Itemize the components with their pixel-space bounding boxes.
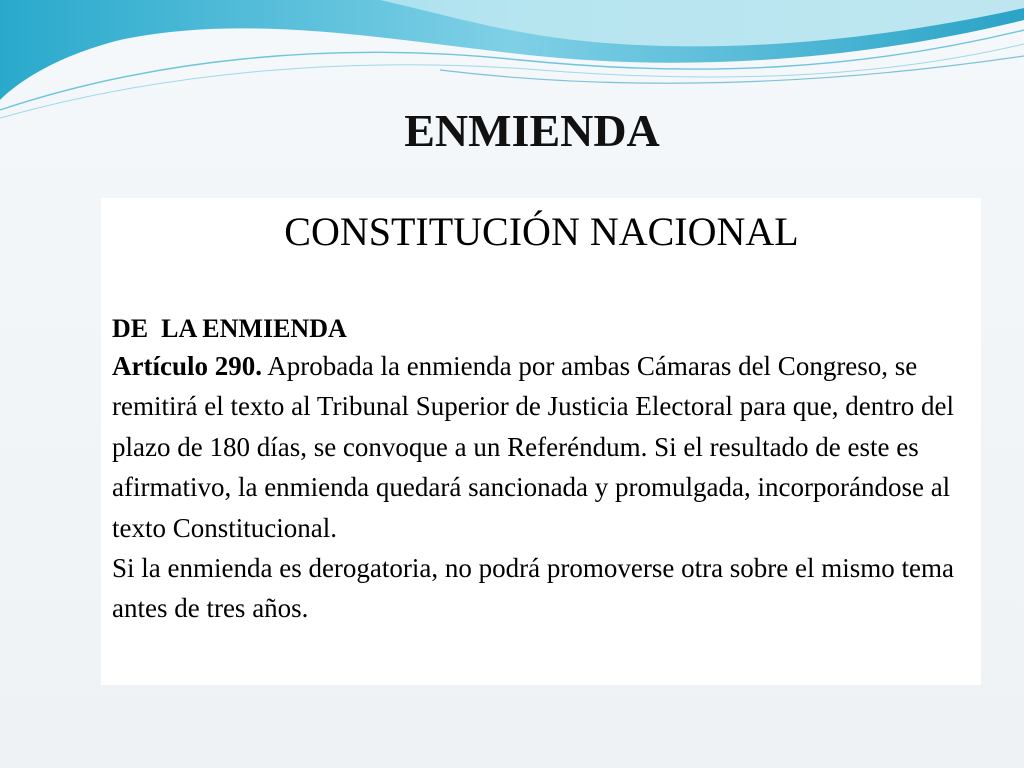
box-heading: CONSTITUCIÓN NACIONAL	[284, 209, 799, 254]
content-box	[101, 198, 981, 685]
slide-title: ENMIENDA	[404, 105, 660, 156]
article-label: Artículo 290.	[112, 351, 262, 381]
article-paragraph-2: Si la enmienda es derogatoria, no podrá promoverse otra sobre el mismo tema antes de tres años.	[112, 553, 954, 624]
section-heading: DE LA ENMIENDA	[112, 314, 347, 343]
article-paragraph	[112, 346, 971, 548]
article-text: Aprobada la enmienda por ambas Cámaras del Congreso, se remitirá el texto al Tribunal Superior de Justicia Electoral para que, dentro del plazo de 180 días, se convoque a un Referéndum. Si el resultado de este es afirmativo, la enmienda quedará sancionada y promulgada, incorporándose al texto Constitucional.	[112, 351, 954, 543]
